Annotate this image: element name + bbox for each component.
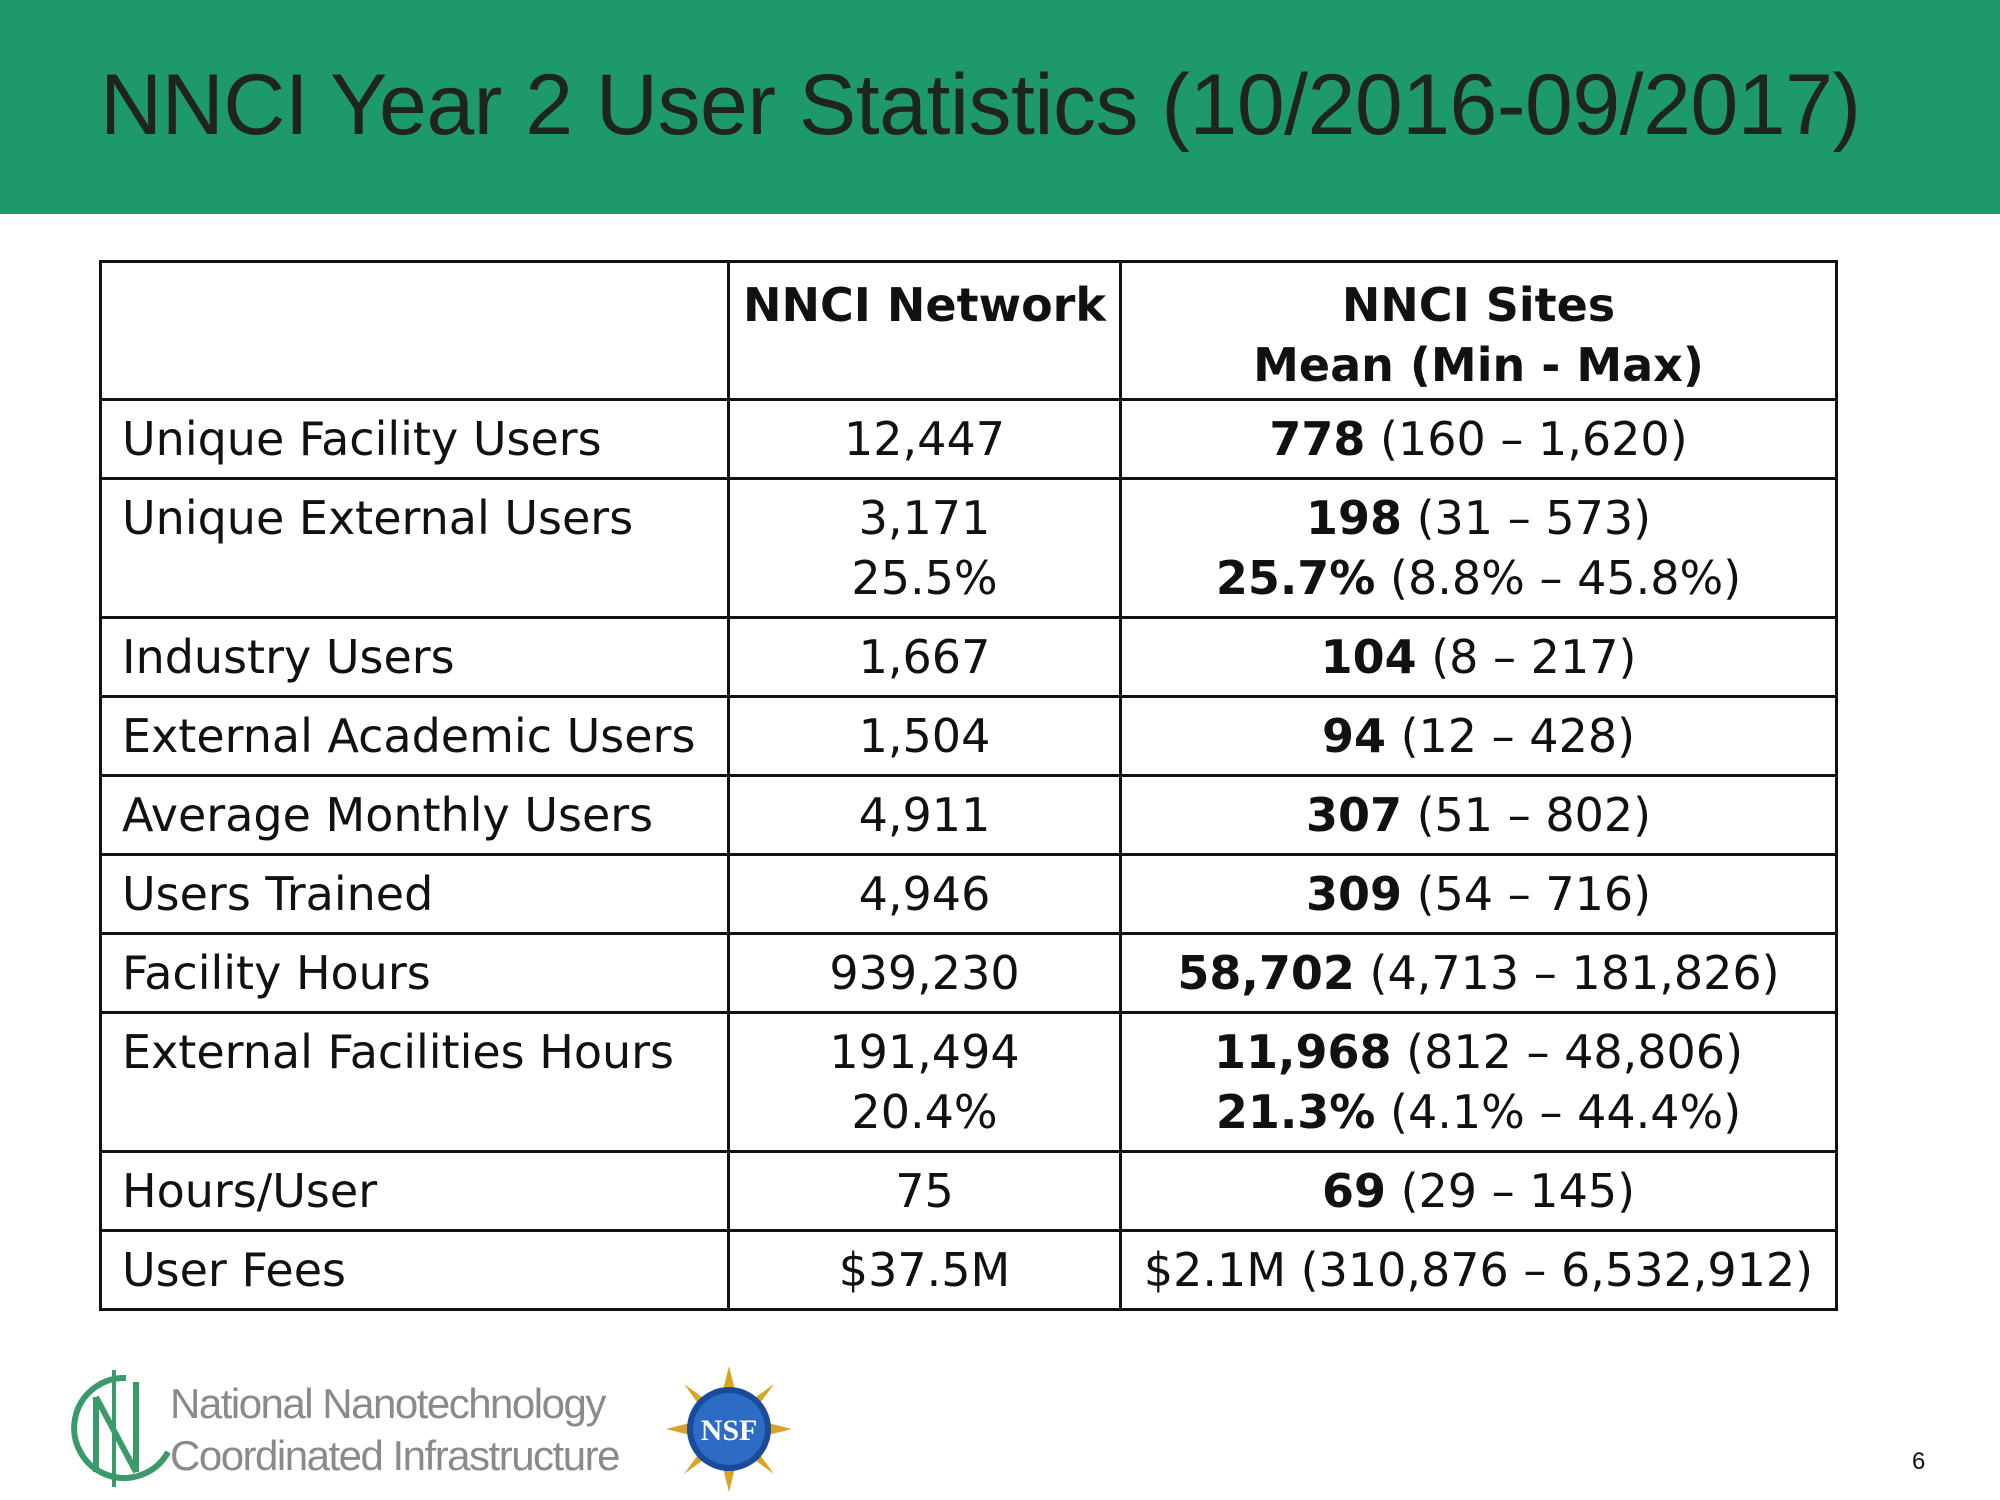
sites-mean: 309 — [1305, 867, 1402, 921]
row-label: Facility Hours — [101, 934, 729, 1013]
row-label: Users Trained — [101, 855, 729, 934]
sites-value-cell — [1121, 1231, 1837, 1310]
sites-mean: 198 — [1305, 491, 1402, 545]
network-value-cell — [729, 400, 1121, 479]
header-network-label: NNCI Network — [743, 278, 1106, 332]
sites-mean: 11,968 — [1213, 1025, 1392, 1079]
header-sites-label: NNCI Sites — [1341, 278, 1616, 332]
sites-mean: 94 — [1321, 709, 1386, 763]
row-label: Hours/User — [101, 1152, 729, 1231]
table-row — [101, 697, 1837, 776]
network-value-cell — [729, 1152, 1121, 1231]
sites-range: (160 – 1,620) — [1365, 412, 1688, 466]
sites-range: (4,713 – 181,826) — [1354, 946, 1780, 1000]
row-label: Unique Facility Users — [101, 400, 729, 479]
row-label: Industry Users — [101, 618, 729, 697]
sites-mean: 58,702 — [1177, 946, 1355, 1000]
network-value-cell — [729, 855, 1121, 934]
table-row — [101, 776, 1837, 855]
sites-value-line — [1122, 1161, 1835, 1221]
sites-value-line — [1122, 864, 1835, 924]
row-label: External Academic Users — [101, 697, 729, 776]
network-value: 4,911 — [858, 788, 991, 842]
sites-range: (31 – 573) — [1401, 491, 1652, 545]
logo-line-1: National Nanotechnology — [170, 1380, 605, 1427]
sites-mean: 21.3% — [1215, 1085, 1376, 1139]
sites-value-line — [1122, 1022, 1835, 1082]
network-value: 25.5% — [851, 551, 998, 605]
table-row — [101, 1152, 1837, 1231]
sites-value-cell — [1121, 776, 1837, 855]
sites-mean: 307 — [1305, 788, 1402, 842]
network-value-cell — [729, 934, 1121, 1013]
row-label: Unique External Users — [101, 479, 729, 618]
page-number: 6 — [1912, 1448, 1926, 1475]
sites-value-cell — [1121, 1013, 1837, 1152]
slide-title: NNCI Year 2 User Statistics (10/2016-09/2017) — [100, 57, 1861, 153]
network-value: 20.4% — [851, 1085, 998, 1139]
header-sites-sublabel: Mean (Min - Max) — [1253, 338, 1704, 392]
nsf-logo-icon — [664, 1364, 794, 1494]
nnci-logo-text — [170, 1378, 619, 1482]
sites-value-cell — [1121, 1152, 1837, 1231]
sites-range: $2.1M (310,876 – 6,532,912) — [1143, 1243, 1814, 1297]
network-value: 191,494 — [829, 1025, 1020, 1079]
sites-range: (8.8% – 45.8%) — [1375, 551, 1742, 605]
nsf-label: NSF — [700, 1414, 758, 1447]
network-value-cell — [729, 1231, 1121, 1310]
header-nnci-sites — [1121, 262, 1837, 400]
sites-range: (54 – 716) — [1401, 867, 1652, 921]
network-value-cell — [729, 776, 1121, 855]
sites-range: (4.1% – 44.4%) — [1375, 1085, 1742, 1139]
table-row — [101, 400, 1837, 479]
sites-value-cell — [1121, 934, 1837, 1013]
sites-range: (812 – 48,806) — [1391, 1025, 1744, 1079]
row-label: External Facilities Hours — [101, 1013, 729, 1152]
header-empty-cell — [101, 262, 729, 400]
sites-range: (29 – 145) — [1385, 1164, 1636, 1218]
table-row — [101, 479, 1837, 618]
sites-value-line — [1122, 488, 1835, 548]
network-value: 1,504 — [858, 709, 991, 763]
sites-range: (12 – 428) — [1385, 709, 1636, 763]
sites-value-line — [1122, 785, 1835, 845]
network-value-cell — [729, 1013, 1121, 1152]
sites-value-cell — [1121, 697, 1837, 776]
table-row — [101, 618, 1837, 697]
network-value-cell — [729, 618, 1121, 697]
row-label: User Fees — [101, 1231, 729, 1310]
sites-value-line — [1122, 943, 1835, 1003]
sites-mean: 25.7% — [1215, 551, 1376, 605]
sites-value-line — [1122, 627, 1835, 687]
table-row — [101, 855, 1837, 934]
sites-range: (8 – 217) — [1416, 630, 1637, 684]
sites-value-line — [1122, 1240, 1835, 1300]
row-label: Average Monthly Users — [101, 776, 729, 855]
network-value-cell — [729, 479, 1121, 618]
sites-value-line — [1122, 409, 1835, 469]
network-value: $37.5M — [838, 1243, 1011, 1297]
sites-value-cell — [1121, 855, 1837, 934]
sites-value-cell — [1121, 479, 1837, 618]
sites-value-cell — [1121, 618, 1837, 697]
sites-value-cell — [1121, 400, 1837, 479]
table-row — [101, 934, 1837, 1013]
table-header-row — [101, 262, 1837, 400]
sites-mean: 104 — [1320, 630, 1417, 684]
header-nnci-network — [729, 262, 1121, 400]
logo-line-2: Coordinated Infrastructure — [170, 1432, 619, 1479]
statistics-table — [99, 260, 1838, 1311]
sites-mean: 69 — [1321, 1164, 1386, 1218]
network-value: 1,667 — [858, 630, 991, 684]
table-row — [101, 1013, 1837, 1152]
network-value: 4,946 — [858, 867, 991, 921]
sites-value-line — [1122, 1082, 1835, 1142]
sites-value-line — [1122, 548, 1835, 608]
sites-range: (51 – 802) — [1401, 788, 1652, 842]
network-value: 3,171 — [858, 491, 991, 545]
table-row — [101, 1231, 1837, 1310]
sites-mean: 778 — [1269, 412, 1366, 466]
network-value: 12,447 — [844, 412, 1005, 466]
sites-value-line — [1122, 706, 1835, 766]
network-value: 939,230 — [829, 946, 1020, 1000]
network-value-cell — [729, 697, 1121, 776]
network-value: 75 — [895, 1164, 954, 1218]
